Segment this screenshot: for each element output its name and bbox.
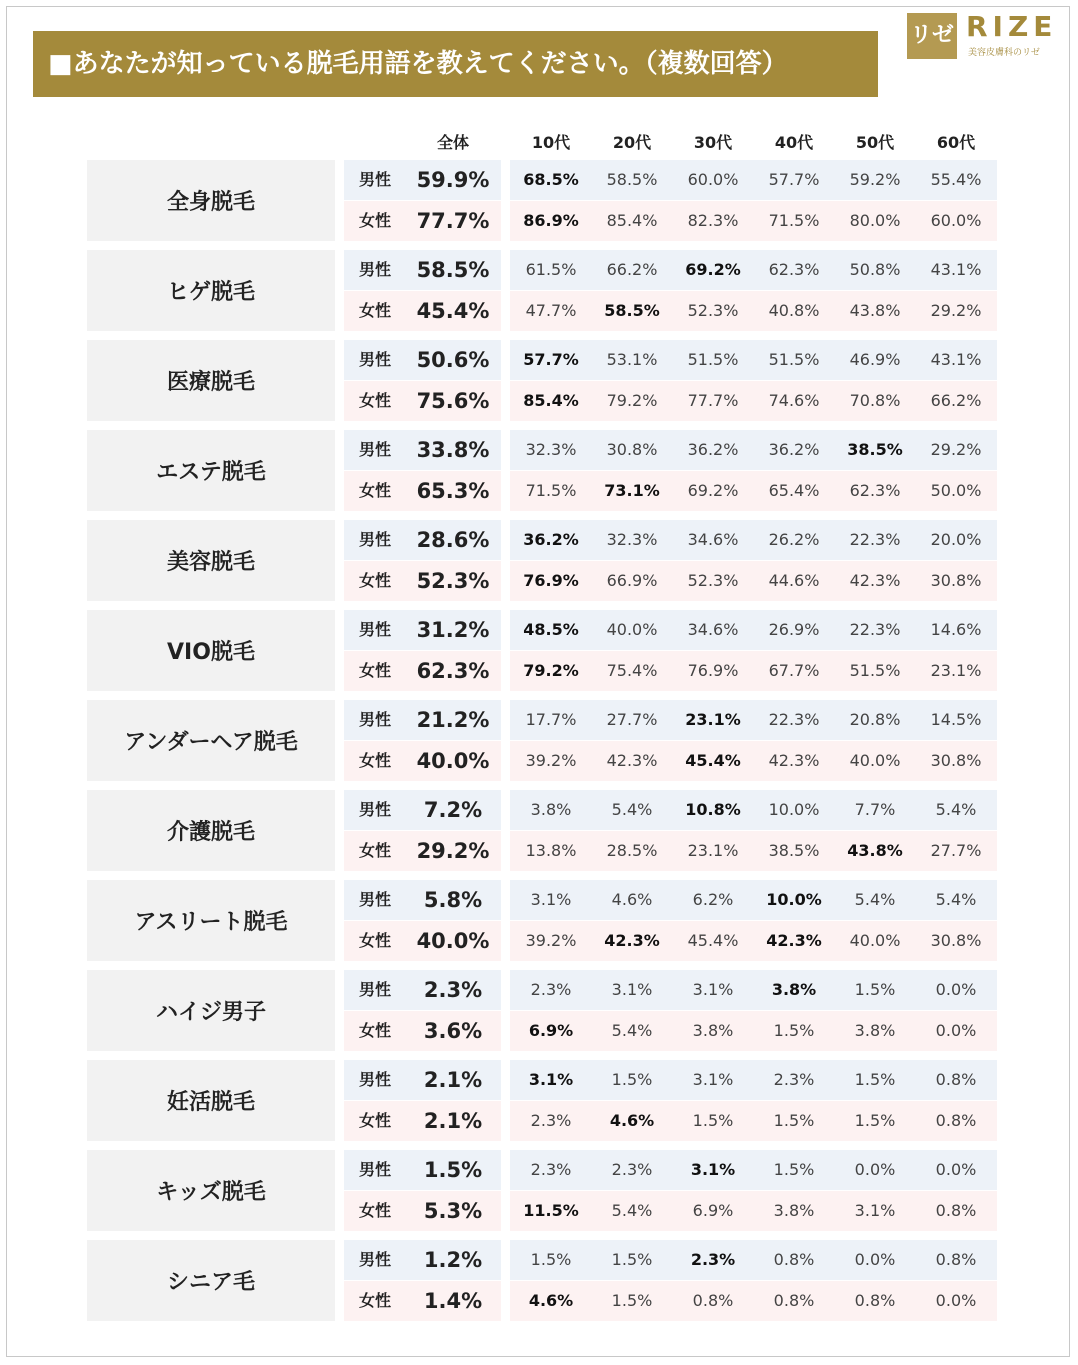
row-segment-ages: [510, 471, 997, 511]
age-value: 1.5%: [854, 1111, 896, 1130]
age-value: 50.0%: [930, 481, 982, 500]
age-value: 58.5%: [606, 170, 658, 189]
row-segment-overall: [344, 610, 501, 650]
gender-label: 男性: [358, 980, 391, 999]
overall-value: 31.2%: [416, 618, 490, 642]
age-value: 0.0%: [935, 980, 977, 999]
age-value: 82.3%: [687, 211, 739, 230]
age-value: 71.5%: [525, 481, 577, 500]
age-value: 70.8%: [849, 391, 901, 410]
overall-value: 21.2%: [416, 708, 490, 732]
age-value: 62.3%: [849, 481, 901, 500]
overall-value: 28.6%: [416, 528, 490, 552]
age-value: 77.7%: [687, 391, 739, 410]
row-segment-overall: [344, 880, 501, 920]
age-value: 0.8%: [935, 1201, 977, 1220]
row-segment-overall: [344, 1240, 501, 1280]
age-value: 1.5%: [530, 1250, 572, 1269]
row-segment-overall: [344, 471, 501, 511]
age-value: 38.5%: [847, 440, 903, 459]
term-label: 美容脱毛: [87, 520, 335, 601]
gender-label: 女性: [358, 751, 391, 770]
overall-value: 58.5%: [416, 258, 490, 282]
age-value: 5.4%: [935, 890, 977, 909]
age-value: 1.5%: [611, 1070, 653, 1089]
age-value: 6.9%: [692, 1201, 734, 1220]
age-value: 3.1%: [530, 890, 572, 909]
age-value: 0.8%: [692, 1291, 734, 1310]
age-value: 51.5%: [687, 350, 739, 369]
overall-value: 3.6%: [423, 1019, 483, 1043]
gender-label: 女性: [358, 301, 391, 320]
age-value: 7.7%: [854, 800, 896, 819]
row-segment-ages: [510, 831, 997, 871]
gender-label: 女性: [358, 1111, 391, 1130]
age-value: 5.4%: [611, 1021, 653, 1040]
age-value: 57.7%: [768, 170, 820, 189]
age-value: 1.5%: [773, 1111, 815, 1130]
gender-label: 女性: [358, 661, 391, 680]
age-value: 42.3%: [849, 571, 901, 590]
term-label: アスリート脱毛: [87, 880, 335, 961]
row-segment-ages: [510, 291, 997, 331]
age-value: 76.9%: [523, 571, 579, 590]
age-value: 3.1%: [611, 980, 653, 999]
row-segment-overall: [344, 790, 501, 830]
brand-logo-name: RIZE: [966, 10, 1058, 43]
age-value: 69.2%: [687, 481, 739, 500]
age-value: 1.5%: [692, 1111, 734, 1130]
overall-value: 7.2%: [423, 798, 483, 822]
term-label: 医療脱毛: [87, 340, 335, 421]
age-value: 51.5%: [849, 661, 901, 680]
age-value: 4.6%: [528, 1291, 574, 1310]
age-value: 3.8%: [771, 980, 817, 999]
gender-label: 男性: [358, 800, 391, 819]
age-value: 34.6%: [687, 620, 739, 639]
age-value: 3.1%: [690, 1160, 736, 1179]
age-value: 46.9%: [849, 350, 901, 369]
age-value: 17.7%: [525, 710, 577, 729]
age-value: 27.7%: [606, 710, 658, 729]
row-segment-ages: [510, 1240, 997, 1280]
age-value: 43.8%: [847, 841, 903, 860]
row-segment-ages: [510, 520, 997, 560]
age-value: 0.0%: [854, 1160, 896, 1179]
overall-value: 1.2%: [423, 1248, 483, 1272]
age-value: 4.6%: [609, 1111, 655, 1130]
age-value: 30.8%: [930, 931, 982, 950]
overall-value: 40.0%: [416, 929, 490, 953]
age-value: 80.0%: [849, 211, 901, 230]
age-value: 1.5%: [773, 1160, 815, 1179]
gender-label: 男性: [358, 1250, 391, 1269]
term-label: シニア毛: [87, 1240, 335, 1321]
age-value: 23.1%: [930, 661, 982, 680]
age-value: 14.5%: [930, 710, 982, 729]
overall-value: 29.2%: [416, 839, 490, 863]
gender-label: 女性: [358, 841, 391, 860]
age-value: 45.4%: [687, 931, 739, 950]
column-header: 30代: [693, 133, 733, 152]
gender-label: 女性: [358, 931, 391, 950]
brand-logo-mark: リゼ: [907, 13, 957, 59]
age-value: 0.0%: [935, 1021, 977, 1040]
age-value: 14.6%: [930, 620, 982, 639]
age-value: 66.2%: [930, 391, 982, 410]
age-value: 4.6%: [611, 890, 653, 909]
age-value: 22.3%: [849, 620, 901, 639]
gender-label: 女性: [358, 571, 391, 590]
age-value: 39.2%: [525, 931, 577, 950]
age-value: 26.9%: [768, 620, 820, 639]
age-value: 59.2%: [849, 170, 901, 189]
gender-label: 男性: [358, 710, 391, 729]
row-segment-overall: [344, 741, 501, 781]
gender-label: 男性: [358, 170, 391, 189]
age-value: 66.2%: [606, 260, 658, 279]
age-value: 61.5%: [525, 260, 577, 279]
age-value: 0.8%: [854, 1291, 896, 1310]
row-segment-overall: [344, 340, 501, 380]
age-value: 2.3%: [530, 1111, 572, 1130]
row-segment-overall: [344, 1101, 501, 1141]
age-value: 67.7%: [768, 661, 820, 680]
age-value: 71.5%: [768, 211, 820, 230]
row-segment-ages: [510, 1060, 997, 1100]
age-value: 26.2%: [768, 530, 820, 549]
age-value: 44.6%: [768, 571, 820, 590]
gender-label: 女性: [358, 481, 391, 500]
row-segment-ages: [510, 790, 997, 830]
age-value: 53.1%: [606, 350, 658, 369]
row-segment-overall: [344, 1191, 501, 1231]
overall-value: 5.3%: [423, 1199, 483, 1223]
age-value: 48.5%: [523, 620, 579, 639]
gender-label: 女性: [358, 1201, 391, 1220]
age-value: 42.3%: [606, 751, 658, 770]
gender-label: 女性: [358, 211, 391, 230]
age-value: 1.5%: [773, 1021, 815, 1040]
age-value: 3.8%: [773, 1201, 815, 1220]
age-value: 20.8%: [849, 710, 901, 729]
overall-value: 59.9%: [416, 168, 490, 192]
age-value: 0.8%: [935, 1250, 977, 1269]
row-segment-ages: [510, 970, 997, 1010]
term-label: VIO脱毛: [87, 610, 335, 691]
gender-label: 女性: [358, 1021, 391, 1040]
age-value: 10.8%: [685, 800, 741, 819]
age-value: 6.9%: [528, 1021, 574, 1040]
age-value: 5.4%: [854, 890, 896, 909]
age-value: 75.4%: [606, 661, 658, 680]
row-segment-overall: [344, 561, 501, 601]
age-value: 2.3%: [530, 980, 572, 999]
age-value: 38.5%: [768, 841, 820, 860]
age-value: 30.8%: [930, 571, 982, 590]
age-value: 22.3%: [849, 530, 901, 549]
row-segment-ages: [510, 561, 997, 601]
gender-label: 男性: [358, 1070, 391, 1089]
row-segment-ages: [510, 201, 997, 241]
age-value: 68.5%: [523, 170, 579, 189]
term-label: ヒゲ脱毛: [87, 250, 335, 331]
age-value: 2.3%: [690, 1250, 736, 1269]
age-value: 40.0%: [849, 931, 901, 950]
age-value: 28.5%: [606, 841, 658, 860]
age-value: 27.7%: [930, 841, 982, 860]
age-value: 36.2%: [523, 530, 579, 549]
row-segment-overall: [344, 970, 501, 1010]
age-value: 79.2%: [606, 391, 658, 410]
age-value: 85.4%: [606, 211, 658, 230]
gender-label: 男性: [358, 620, 391, 639]
overall-value: 40.0%: [416, 749, 490, 773]
age-value: 43.8%: [849, 301, 901, 320]
age-value: 3.8%: [530, 800, 572, 819]
age-value: 73.1%: [604, 481, 660, 500]
age-value: 3.1%: [692, 980, 734, 999]
overall-value: 2.3%: [423, 978, 483, 1002]
row-segment-ages: [510, 651, 997, 691]
age-value: 51.5%: [768, 350, 820, 369]
age-value: 0.0%: [935, 1160, 977, 1179]
row-segment-overall: [344, 831, 501, 871]
chart-title: ■あなたが知っている脱毛用語を教えてください。（複数回答）: [48, 49, 788, 79]
row-segment-overall: [344, 291, 501, 331]
age-value: 34.6%: [687, 530, 739, 549]
age-value: 0.8%: [935, 1111, 977, 1130]
row-segment-overall: [344, 651, 501, 691]
age-value: 42.3%: [604, 931, 660, 950]
overall-value: 77.7%: [416, 209, 490, 233]
gender-label: 男性: [358, 260, 391, 279]
age-value: 1.5%: [611, 1250, 653, 1269]
row-segment-overall: [344, 381, 501, 421]
age-value: 0.8%: [935, 1070, 977, 1089]
term-label: 全身脱毛: [87, 160, 335, 241]
column-header: 60代: [936, 133, 976, 152]
age-value: 32.3%: [525, 440, 577, 459]
row-segment-ages: [510, 700, 997, 740]
age-value: 39.2%: [525, 751, 577, 770]
age-value: 40.0%: [606, 620, 658, 639]
overall-value: 45.4%: [416, 299, 490, 323]
age-value: 22.3%: [768, 710, 820, 729]
age-value: 23.1%: [685, 710, 741, 729]
age-value: 20.0%: [930, 530, 982, 549]
row-segment-overall: [344, 201, 501, 241]
row-segment-overall: [344, 1281, 501, 1321]
age-value: 3.1%: [528, 1070, 574, 1089]
gender-label: 女性: [358, 1291, 391, 1310]
overall-value: 2.1%: [423, 1109, 483, 1133]
column-header: 20代: [612, 133, 652, 152]
age-value: 3.1%: [692, 1070, 734, 1089]
age-value: 3.8%: [692, 1021, 734, 1040]
age-value: 2.3%: [530, 1160, 572, 1179]
term-label: アンダーヘア脱毛: [87, 700, 335, 781]
age-value: 42.3%: [768, 751, 820, 770]
age-value: 2.3%: [773, 1070, 815, 1089]
term-label: 介護脱毛: [87, 790, 335, 871]
age-value: 2.3%: [611, 1160, 653, 1179]
age-value: 29.2%: [930, 440, 982, 459]
overall-value: 50.6%: [416, 348, 490, 372]
age-value: 45.4%: [685, 751, 741, 770]
age-value: 58.5%: [604, 301, 660, 320]
age-value: 85.4%: [523, 391, 579, 410]
age-value: 52.3%: [687, 571, 739, 590]
row-segment-ages: [510, 1191, 997, 1231]
age-value: 32.3%: [606, 530, 658, 549]
overall-value: 62.3%: [416, 659, 490, 683]
age-value: 0.8%: [773, 1291, 815, 1310]
row-segment-ages: [510, 160, 997, 200]
age-value: 10.0%: [766, 890, 822, 909]
column-header: 40代: [774, 133, 814, 152]
age-value: 36.2%: [768, 440, 820, 459]
term-label: ハイジ男子: [87, 970, 335, 1051]
row-segment-ages: [510, 250, 997, 290]
age-value: 1.5%: [611, 1291, 653, 1310]
age-value: 42.3%: [766, 931, 822, 950]
age-value: 40.0%: [849, 751, 901, 770]
row-segment-overall: [344, 250, 501, 290]
age-value: 30.8%: [930, 751, 982, 770]
age-value: 50.8%: [849, 260, 901, 279]
row-segment-overall: [344, 1060, 501, 1100]
row-segment-overall: [344, 921, 501, 961]
overall-value: 65.3%: [416, 479, 490, 503]
overall-value: 1.5%: [423, 1158, 483, 1182]
age-value: 3.1%: [854, 1201, 896, 1220]
age-value: 43.1%: [930, 260, 982, 279]
row-segment-ages: [510, 1281, 997, 1321]
row-segment-overall: [344, 1150, 501, 1190]
row-segment-overall: [344, 430, 501, 470]
age-value: 76.9%: [687, 661, 739, 680]
row-segment-ages: [510, 430, 997, 470]
age-value: 0.0%: [854, 1250, 896, 1269]
term-label: エステ脱毛: [87, 430, 335, 511]
age-value: 60.0%: [687, 170, 739, 189]
row-segment-overall: [344, 160, 501, 200]
age-value: 55.4%: [930, 170, 982, 189]
age-value: 79.2%: [523, 661, 579, 680]
row-segment-overall: [344, 700, 501, 740]
row-segment-ages: [510, 880, 997, 920]
row-segment-overall: [344, 520, 501, 560]
age-value: 0.8%: [773, 1250, 815, 1269]
age-value: 6.2%: [692, 890, 734, 909]
row-segment-ages: [510, 1101, 997, 1141]
age-value: 36.2%: [687, 440, 739, 459]
overall-value: 1.4%: [423, 1289, 483, 1313]
overall-value: 5.8%: [423, 888, 483, 912]
age-value: 0.0%: [935, 1291, 977, 1310]
brand-logo-tagline: 美容皮膚科のリゼ: [968, 48, 1040, 58]
age-value: 5.4%: [611, 800, 653, 819]
gender-label: 男性: [358, 890, 391, 909]
row-segment-ages: [510, 340, 997, 380]
row-segment-ages: [510, 741, 997, 781]
term-label: キッズ脱毛: [87, 1150, 335, 1231]
gender-label: 男性: [358, 530, 391, 549]
age-value: 43.1%: [930, 350, 982, 369]
age-value: 62.3%: [768, 260, 820, 279]
age-value: 74.6%: [768, 391, 820, 410]
column-header: 全体: [436, 133, 469, 152]
age-value: 13.8%: [525, 841, 577, 860]
row-segment-ages: [510, 610, 997, 650]
column-header: 50代: [855, 133, 895, 152]
age-value: 5.4%: [935, 800, 977, 819]
age-value: 1.5%: [854, 980, 896, 999]
row-segment-overall: [344, 1011, 501, 1051]
age-value: 5.4%: [611, 1201, 653, 1220]
age-value: 69.2%: [685, 260, 741, 279]
age-value: 40.8%: [768, 301, 820, 320]
row-segment-ages: [510, 381, 997, 421]
term-label: 妊活脱毛: [87, 1060, 335, 1141]
gender-label: 男性: [358, 440, 391, 459]
row-segment-ages: [510, 1011, 997, 1051]
row-segment-ages: [510, 1150, 997, 1190]
overall-value: 33.8%: [416, 438, 490, 462]
age-value: 30.8%: [606, 440, 658, 459]
gender-label: 男性: [358, 1160, 391, 1179]
age-value: 47.7%: [525, 301, 577, 320]
overall-value: 52.3%: [416, 569, 490, 593]
age-value: 86.9%: [523, 211, 579, 230]
column-header: 10代: [531, 133, 571, 152]
overall-value: 2.1%: [423, 1068, 483, 1092]
age-value: 10.0%: [768, 800, 820, 819]
overall-value: 75.6%: [416, 389, 490, 413]
age-value: 11.5%: [523, 1201, 579, 1220]
gender-label: 女性: [358, 391, 391, 410]
age-value: 60.0%: [930, 211, 982, 230]
age-value: 57.7%: [523, 350, 579, 369]
age-value: 23.1%: [687, 841, 739, 860]
age-value: 65.4%: [768, 481, 820, 500]
age-value: 29.2%: [930, 301, 982, 320]
age-value: 66.9%: [606, 571, 658, 590]
row-segment-ages: [510, 921, 997, 961]
age-value: 52.3%: [687, 301, 739, 320]
age-value: 3.8%: [854, 1021, 896, 1040]
age-value: 1.5%: [854, 1070, 896, 1089]
gender-label: 男性: [358, 350, 391, 369]
